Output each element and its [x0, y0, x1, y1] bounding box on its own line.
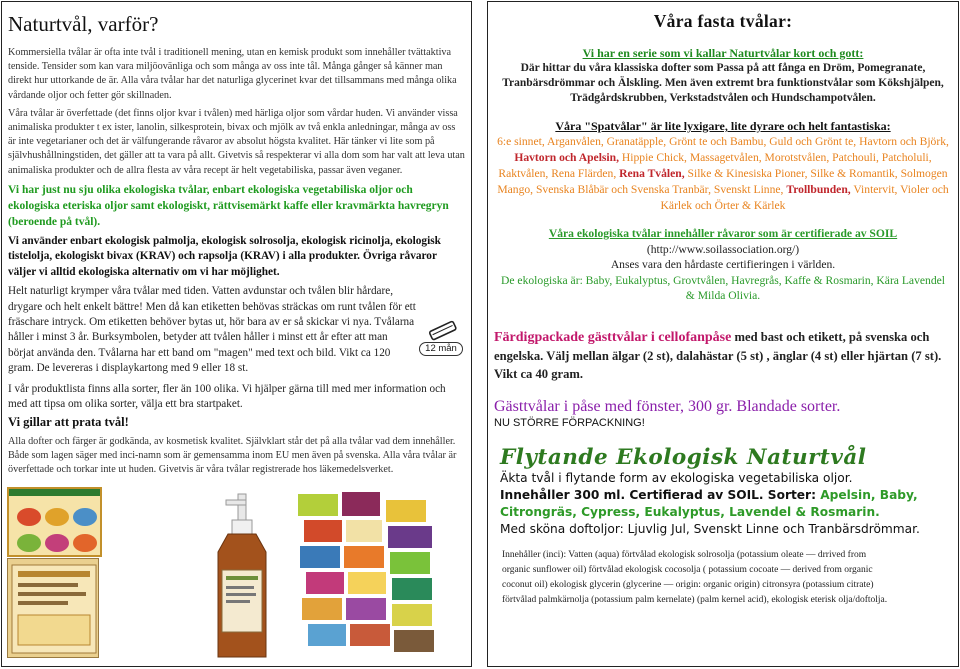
soap-bars-stack-photo — [294, 490, 444, 660]
soil-url: (http://www.soilassociation.org/) — [646, 242, 800, 256]
certification-line: Anses vara den hårdaste certifieringen i världen. — [610, 258, 836, 271]
liquid-soap-title: Flytande Ekologisk Naturtvål — [500, 444, 867, 470]
spa-text-1: 6:e sinnet, Arganvålen, Granatäpple, Grönt te och Bambu, Guld och Grönt te, Havtorn och Björk, — [497, 135, 949, 148]
guest-packs-body: med bast och etikett, på svenska och engelska. Välj mellan älgar (2 st), dalahästar (5 st) , änglar (4 st) eller hjärtan (7 st). Vikt ca 40 gram. — [494, 329, 942, 381]
spa-highlight-1: Havtorn och Apelsin, — [514, 151, 619, 164]
ingredients-line-1: Innehåller (inci): Vatten (aqua) förtvålad ekologisk solrosolja (potassium oleate — drrived from — [502, 549, 867, 560]
spa-text-2: Hippie Chick, Massagetvålen, Morotstvålen, Patchouli, Patcholuli, Raktvålen, Rena Flärden, — [498, 151, 932, 180]
jar-label: 12 mån — [419, 342, 463, 356]
shrinking-paragraph: Helt naturligt krymper våra tvålar med tiden. Vatten avdunstar och tvålen blir hårdare, drygare och helt enkelt bättre! Men då kan etiketten behövas sträckas om runt tvålen för ett fräschare intryck. Om etiketten behöver bytas ut, hör bara av er så skickar vi nya. Tvålarna håller i minst 3 år. Burksymbolen, betyder att tvålen håller i minst ett år efter att man börjat använda den. Tvålarna har ett band om "magen" med text och bild. Vikt ca 120 gram. De levereras i displaykartong med 9 eller 18 st. — [8, 285, 416, 374]
spa-list — [496, 134, 950, 214]
guest-packs-title: Färdigpackade gästtvålar i cellofanpåse — [494, 329, 732, 345]
scents-paragraph: Alla dofter och färger är godkända, av kosmetisk kvalitet. Självklart står det på alla tvålar vad dem innehåller. Både som lagen säger med inci-namn som är gemensamma inom EU men även på svenska. Alla våra tvålar är överfettade och torkar inte ut huden. Givetvis är våra tvålar registrerade hos läkemedelsverket. — [8, 435, 457, 476]
liquid-soap-sorts-1: Apelsin, Baby, — [820, 487, 918, 502]
bigger-pack-notice: NU STÖRRE FÖRPACKNING! — [494, 416, 645, 429]
series-heading: Vi har en serie som vi kallar Naturtvålar kort och gott: — [582, 46, 864, 60]
spa-highlight-3: Trollbunden, — [786, 183, 851, 196]
liquid-soap-bottle-photo — [198, 492, 288, 662]
organic-list: De ekologiska är: Baby, Eukalyptus, Grovtvålen, Havregrås, Kaffe & Rosmarin, Kära Lavendel & Milda Olivia. — [501, 273, 945, 302]
organic-heading: Våra ekologiska tvålar innehåller råvaror som är certifierade av SOIL — [548, 227, 898, 240]
liquid-soap-line-4: Med sköna doftoljor: Ljuvlig Jul, Svenskt Linne och Tranbärsdrömmar. — [500, 521, 920, 536]
intro-paragraph: Kommersiella tvålar är ofta inte tvål i traditionell mening, utan en kemisk produkt som innehåller tvättaktiva tenside. Tensider som kan vara miljöovänliga och som många av oss inte tål. Många gånger så känner man direkt hur uttorkande de är. Alla våra tvålar har det naturliga glycerinet kvar det tillsammans med många olika vårdande oljor och fetter gör skillnaden. — [8, 47, 457, 101]
series-body: Där hittar du våra klassiska dofter som Passa på att fånga en Dröm, Pomegranate, Tranbärsdrömmar och Älskling. Men även extremt bra funktionstvålar som Kökshjälpen, Trädgårdskrubben, Verkstadstvålen och Hundschampotvålen. — [502, 62, 944, 104]
soap-label-photo — [7, 558, 99, 658]
liquid-soap-line-3: Citrongräs, Cypress, Eukalyptus, Lavendel & Rosmarin. — [500, 504, 880, 519]
solid-soaps-title: Våra fasta tvålar: — [653, 11, 793, 31]
product-list-paragraph: I vår produktlista finns alla sorter, fler än 100 olika. Vi hjälper gärna till med mer information och med att tipsa om olika sorter, välja ett bra startpaket. — [8, 383, 446, 411]
liquid-soap-line-1: Äkta tvål i flytande form av ekologiska vegetabiliska oljor. — [500, 470, 853, 485]
spa-text-4: Vintervit, Violer och Kärlek och Örter & Kärlek — [660, 183, 949, 212]
spa-highlight-2: Rena Tvålen, — [619, 167, 685, 180]
ingredients-line-3: coconut oil) ekologisk glycerin (glycerine — origin: organic origin) citronsyra (potassium citrate) — [502, 579, 874, 590]
right-panel — [487, 1, 959, 667]
liquid-soap-line-2 — [500, 487, 948, 504]
organic-oils-paragraph: Vi använder enbart ekologisk palmolja, ekologisk solrosolja, ekologisk ricinolja, ekologisk tistelolja, ekologiskt bivax (KRAV) och rapsolja (KRAV) i alla produkter. Övriga råvaror väljer vi alltid ekologiska alternativ om vi har möjlighet. — [8, 234, 441, 278]
guest-packs-paragraph — [494, 328, 948, 383]
page-title: Naturtvål, varför? — [8, 12, 159, 36]
spa-heading: Våra "Spatvålar" är lite lyxigare, lite dyrare och helt fantastiska: — [555, 119, 891, 133]
guest-soaps-window-title: Gästtvålar i påse med fönster, 300 gr. Blandade sorter. — [494, 397, 841, 415]
soap-birds-photo — [7, 487, 102, 557]
ingredients-line-2: organic sunflower oil) förtvålad ekologisk cocosolja ( potassium cocoate — derived from organic — [502, 564, 873, 575]
spa-text-3: Silke & Kinesiska Pioner, Silke & Romantik, Solmogen Mango, Svenska Blåbär och Svenska Tranbär, Svenskt Linne, — [497, 167, 948, 196]
liquid-soap-volume: Innehåller 300 ml. Certifierad av SOIL. Sorter: — [500, 487, 821, 502]
ingredients-line-4: förtvålad palmkärnolja (potassium palm kernelate) (palm kernel acid), ekologisk eterisk olja/doftolja. — [502, 594, 888, 605]
organic-soaps-paragraph: Vi har just nu sju olika ekologiska tvålar, enbart ekologiska vegetabiliska oljor och ekologiska eteriska oljor samt ekologiskt, rättvisemärkt kaffe eller kravmärkta havregryn (beroende på tvål). — [8, 183, 449, 228]
talk-soap-line: Vi gillar att prata tvål! — [8, 414, 129, 429]
animal-products-paragraph: Våra tvålar är överfettade (det finns oljor kvar i tvålen) med härliga oljor som vårdar huden. Vi använder vissa animaliska produkter t ex ister, lanolin, silkesprotein, bivax och mjölk av två enkla anledningar, många av oss är inte vegetarianer och det är välfungerande råvaror av absolut högsta kvalitet. Här tänker vi lite som på självhushållningstiden, det gäller att ta vara på allt. Givetvis så respekterar vi alla dom som har valt att leva utan animaliska produkter och de allra flesta av våra recept är helt vegetabiliska, passar även veganer. — [8, 107, 465, 176]
